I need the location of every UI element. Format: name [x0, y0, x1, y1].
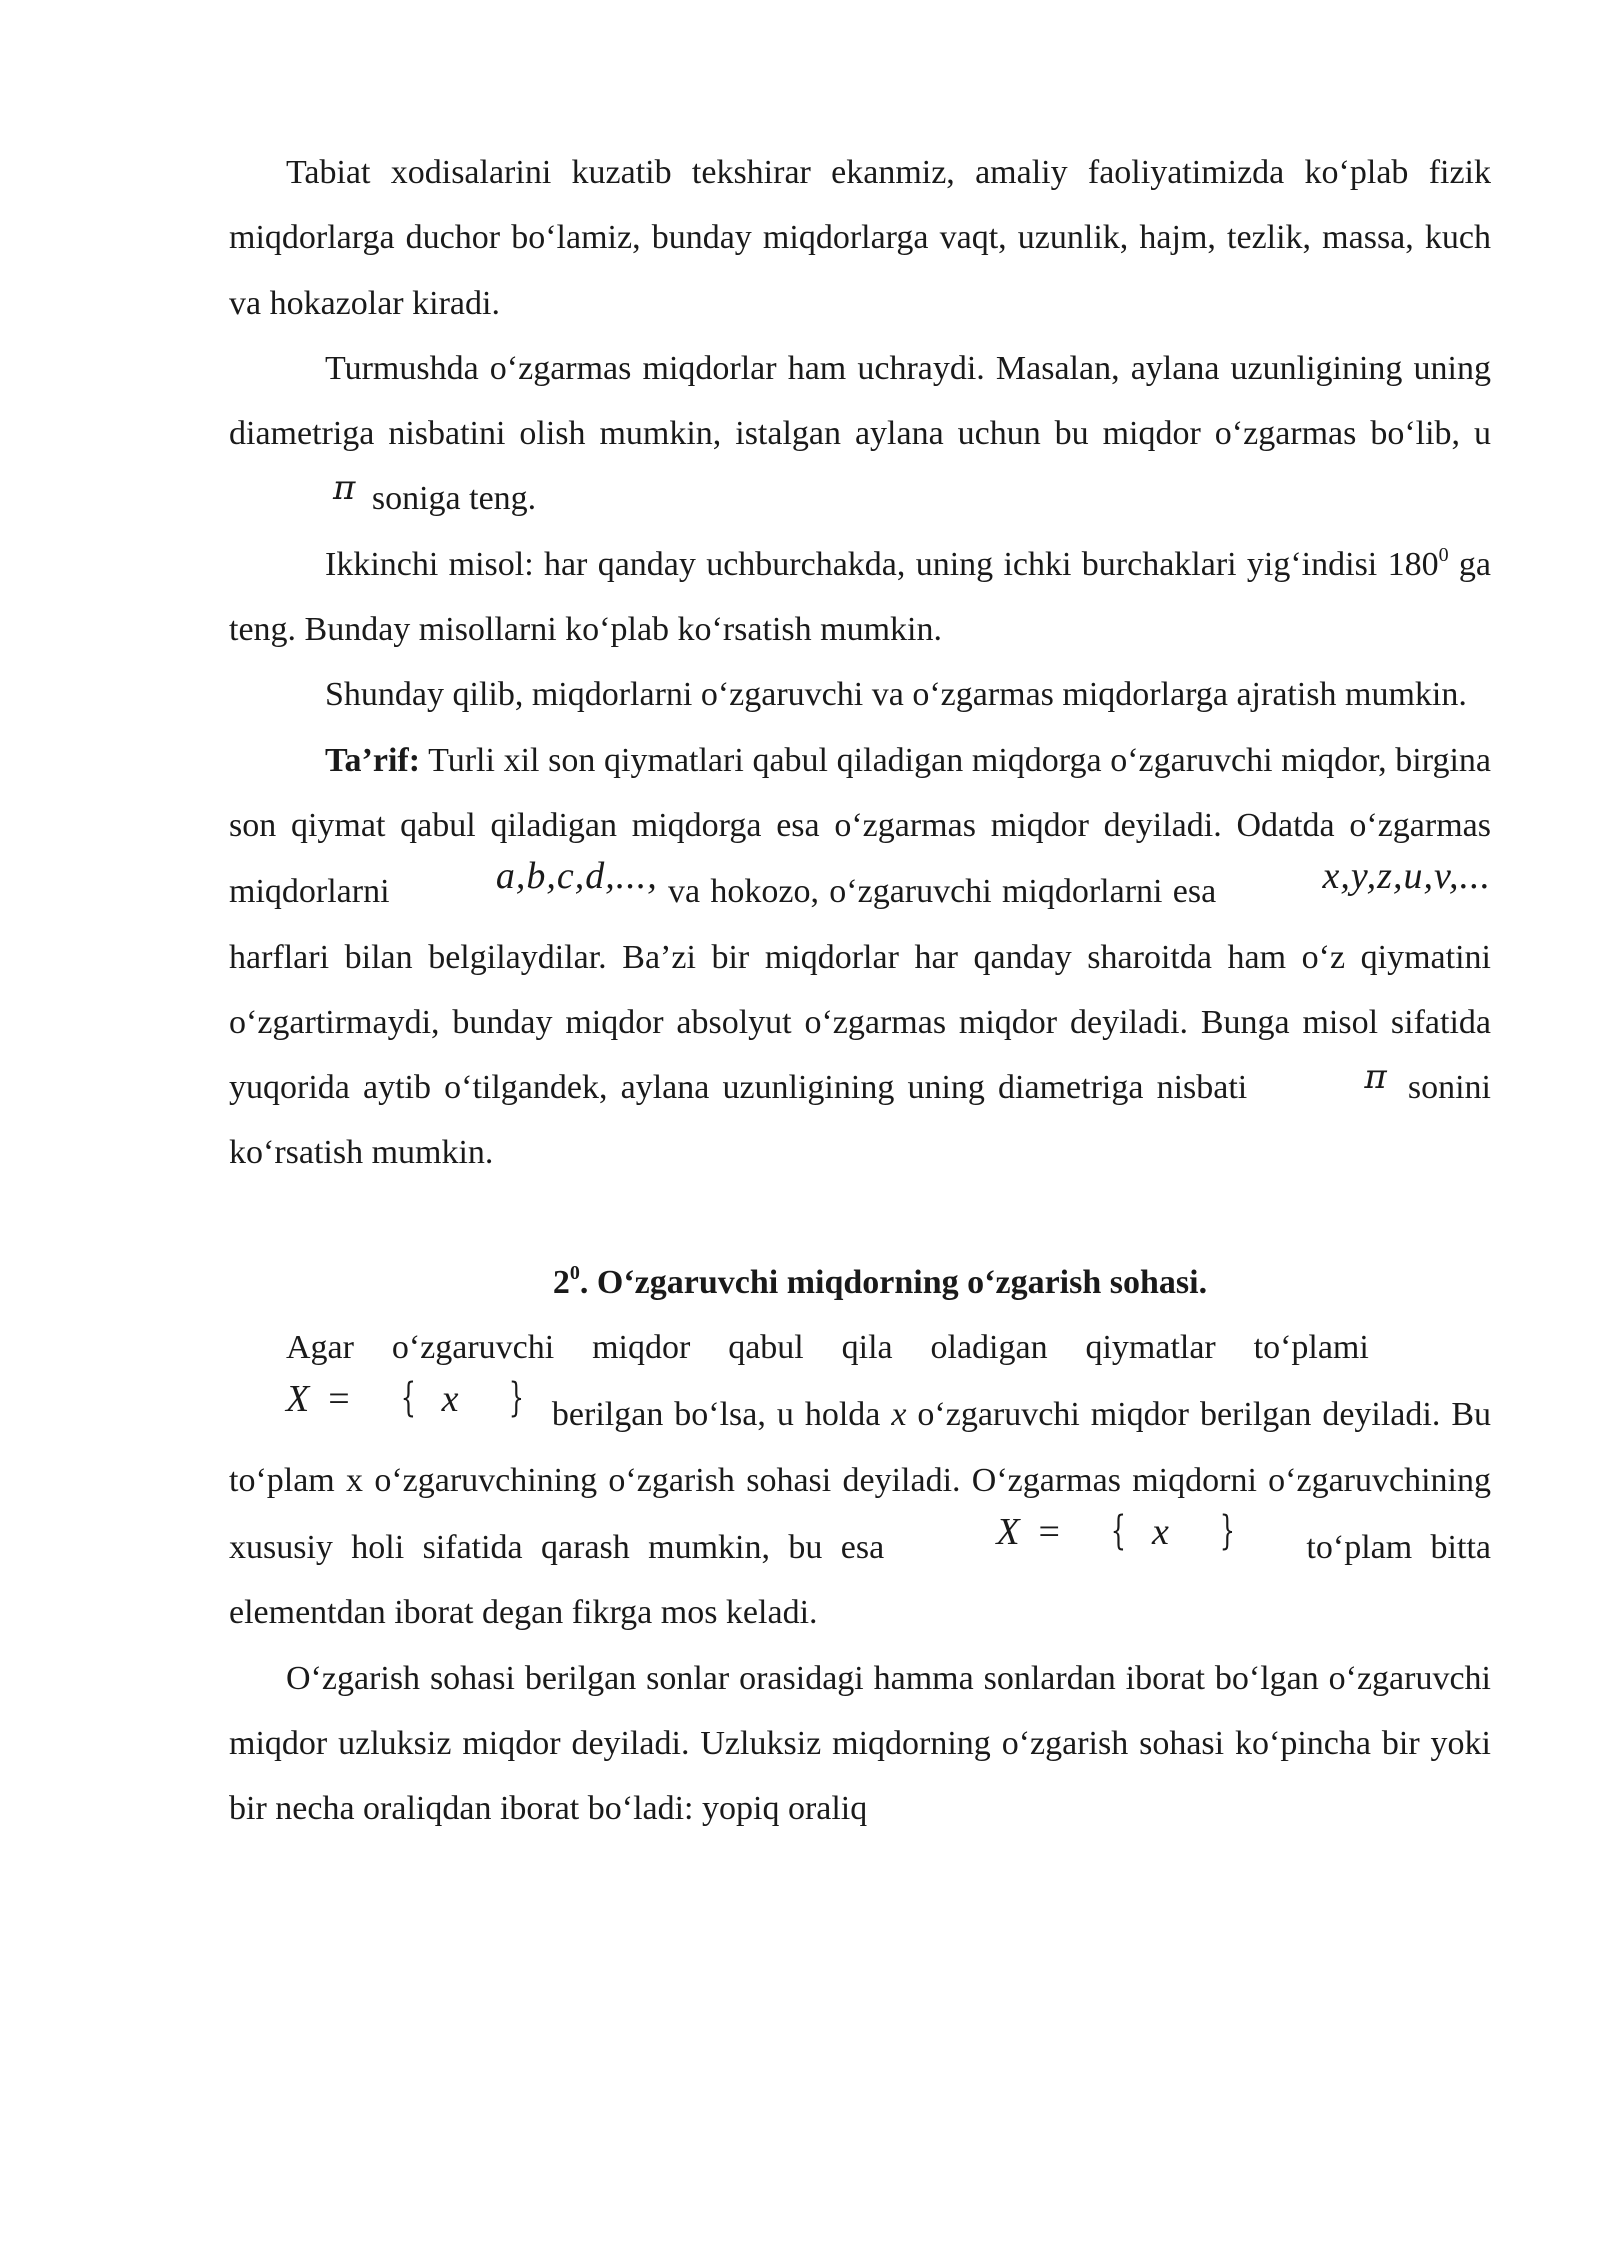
pi-symbol: π	[333, 468, 356, 509]
set-equals: =	[1038, 1510, 1060, 1553]
set-close-brace: }	[509, 1375, 525, 1422]
set-formula	[229, 1366, 541, 1432]
set-formula	[939, 1499, 1251, 1565]
set-element: x	[1151, 1510, 1169, 1553]
paragraph-text: va hokozo, o‘zgaruvchi miqdorlarni esa	[657, 873, 1227, 911]
paragraph-text: sonini ko‘rsatish mumkin.	[229, 1069, 1491, 1172]
variable-x: x	[891, 1396, 907, 1434]
paragraph-natural-phenomena	[229, 140, 1491, 336]
paragraph-text: Agar o‘zgaruvchi miqdor qabul qila oladigan qiymatlar to‘plami	[286, 1329, 1369, 1367]
paragraph-text: harflari bilan belgilaydilar. Ba’zi bir miqdorlar har qanday sharoitda ham o‘z qiymatini o‘zgartirmaydi, bunday miqdor absolyut o‘zgarmas miqdor deyiladi. Bunga misol sifatida yuqorida aytib o‘tilgandek, aylana uzunligining uning diametriga nisbati	[229, 938, 1491, 1107]
paragraph-text: to‘plam bitta elementdan iborat degan fikrga mos keladi.	[229, 1528, 1491, 1632]
paragraph-text: soniga teng.	[371, 480, 537, 518]
paragraph-text: Tabiat xodisalarini kuzatib tekshirar ekanmiz, amaliy faoliyatimizda ko‘plab fizik miqdorlarga duchor bo‘lamiz, bunday miqdorlarga vaqt, uzunlik, hajm, tezlik, massa, kuch va hokazolar kiradi.	[229, 154, 1491, 322]
set-lhs: X	[996, 1510, 1020, 1553]
constant-letters-formula: a,b,c,d,...,	[495, 855, 658, 898]
set-lhs: X	[286, 1378, 310, 1421]
paragraph-continuous-quantity	[229, 1646, 1491, 1842]
variable-letters-formula: x,y,z,u,v,...	[1322, 855, 1491, 898]
set-open-brace: {	[400, 1375, 416, 1422]
section-heading	[229, 1250, 1491, 1315]
paragraph-triangle-example	[229, 532, 1491, 663]
paragraph-text: Shunday qilib, miqdorlarni o‘zgaruvchi va o‘zgarmas miqdorlarga ajratish mumkin.	[325, 676, 1467, 714]
heading-number: 2	[552, 1263, 570, 1301]
paragraph-classification	[229, 662, 1491, 727]
paragraph-text: ga teng. Bunday misollarni ko‘plab ko‘rsatish mumkin.	[229, 545, 1491, 649]
paragraph-constants-intro	[229, 336, 1491, 532]
definition-label: Ta’rif:	[325, 741, 421, 779]
set-element: x	[441, 1378, 459, 1421]
paragraph-text: Ikkinchi misol: har qanday uchburchakda, uning ichki burchaklari yig‘indisi 180	[325, 545, 1439, 583]
paragraph-text: Turmushda o‘zgarmas miqdorlar ham uchraydi. Masalan, aylana uzunligining uning diametriga nisbatini olish mumkin, istalgan aylana uchun bu miqdor o‘zgarmas bo‘lib, u	[229, 349, 1491, 453]
paragraph-text: Turli xil son qiymatlari qabul qiladigan miqdorga o‘zgaruvchi miqdor, birgina son qiymat qabul qiladigan miqdorga esa o‘zgarmas miqdor deyiladi. Odatda o‘zgarmas miqdorlarni	[229, 741, 1491, 911]
pi-symbol: π	[1364, 1057, 1387, 1098]
set-equals: =	[328, 1378, 350, 1421]
paragraph-text: O‘zgarish sohasi berilgan sonlar orasidagi hamma sonlardan iborat bo‘lgan o‘zgaruvchi miqdor uzluksiz miqdor deyiladi. Uzluksiz miqdorning o‘zgarish sohasi ko‘pincha bir yoki bir necha oraliqdan iborat bo‘ladi: yopiq oraliq	[229, 1659, 1491, 1828]
paragraph-text: o‘zgaruvchi miqdor berilgan deyiladi. Bu to‘plam x o‘zgaruvchining o‘zgarish sohasi deyiladi. O‘zgarmas miqdorni o‘zgaruvchining xususiy holi sifatida qarash mumkin, bu esa	[229, 1396, 1492, 1566]
paragraph-definition	[229, 728, 1491, 1186]
heading-text: . O‘zgaruvchi miqdorning o‘zgarish sohasi.	[579, 1263, 1208, 1301]
heading-superscript: 0	[569, 1261, 580, 1284]
paragraph-variable-domain	[229, 1315, 1491, 1645]
document-page	[229, 140, 1491, 1841]
set-close-brace: }	[1219, 1507, 1235, 1554]
paragraph-text: berilgan bo‘lsa, u holda	[551, 1396, 892, 1434]
degree-superscript: 0	[1438, 543, 1449, 566]
set-open-brace: {	[1110, 1507, 1126, 1554]
